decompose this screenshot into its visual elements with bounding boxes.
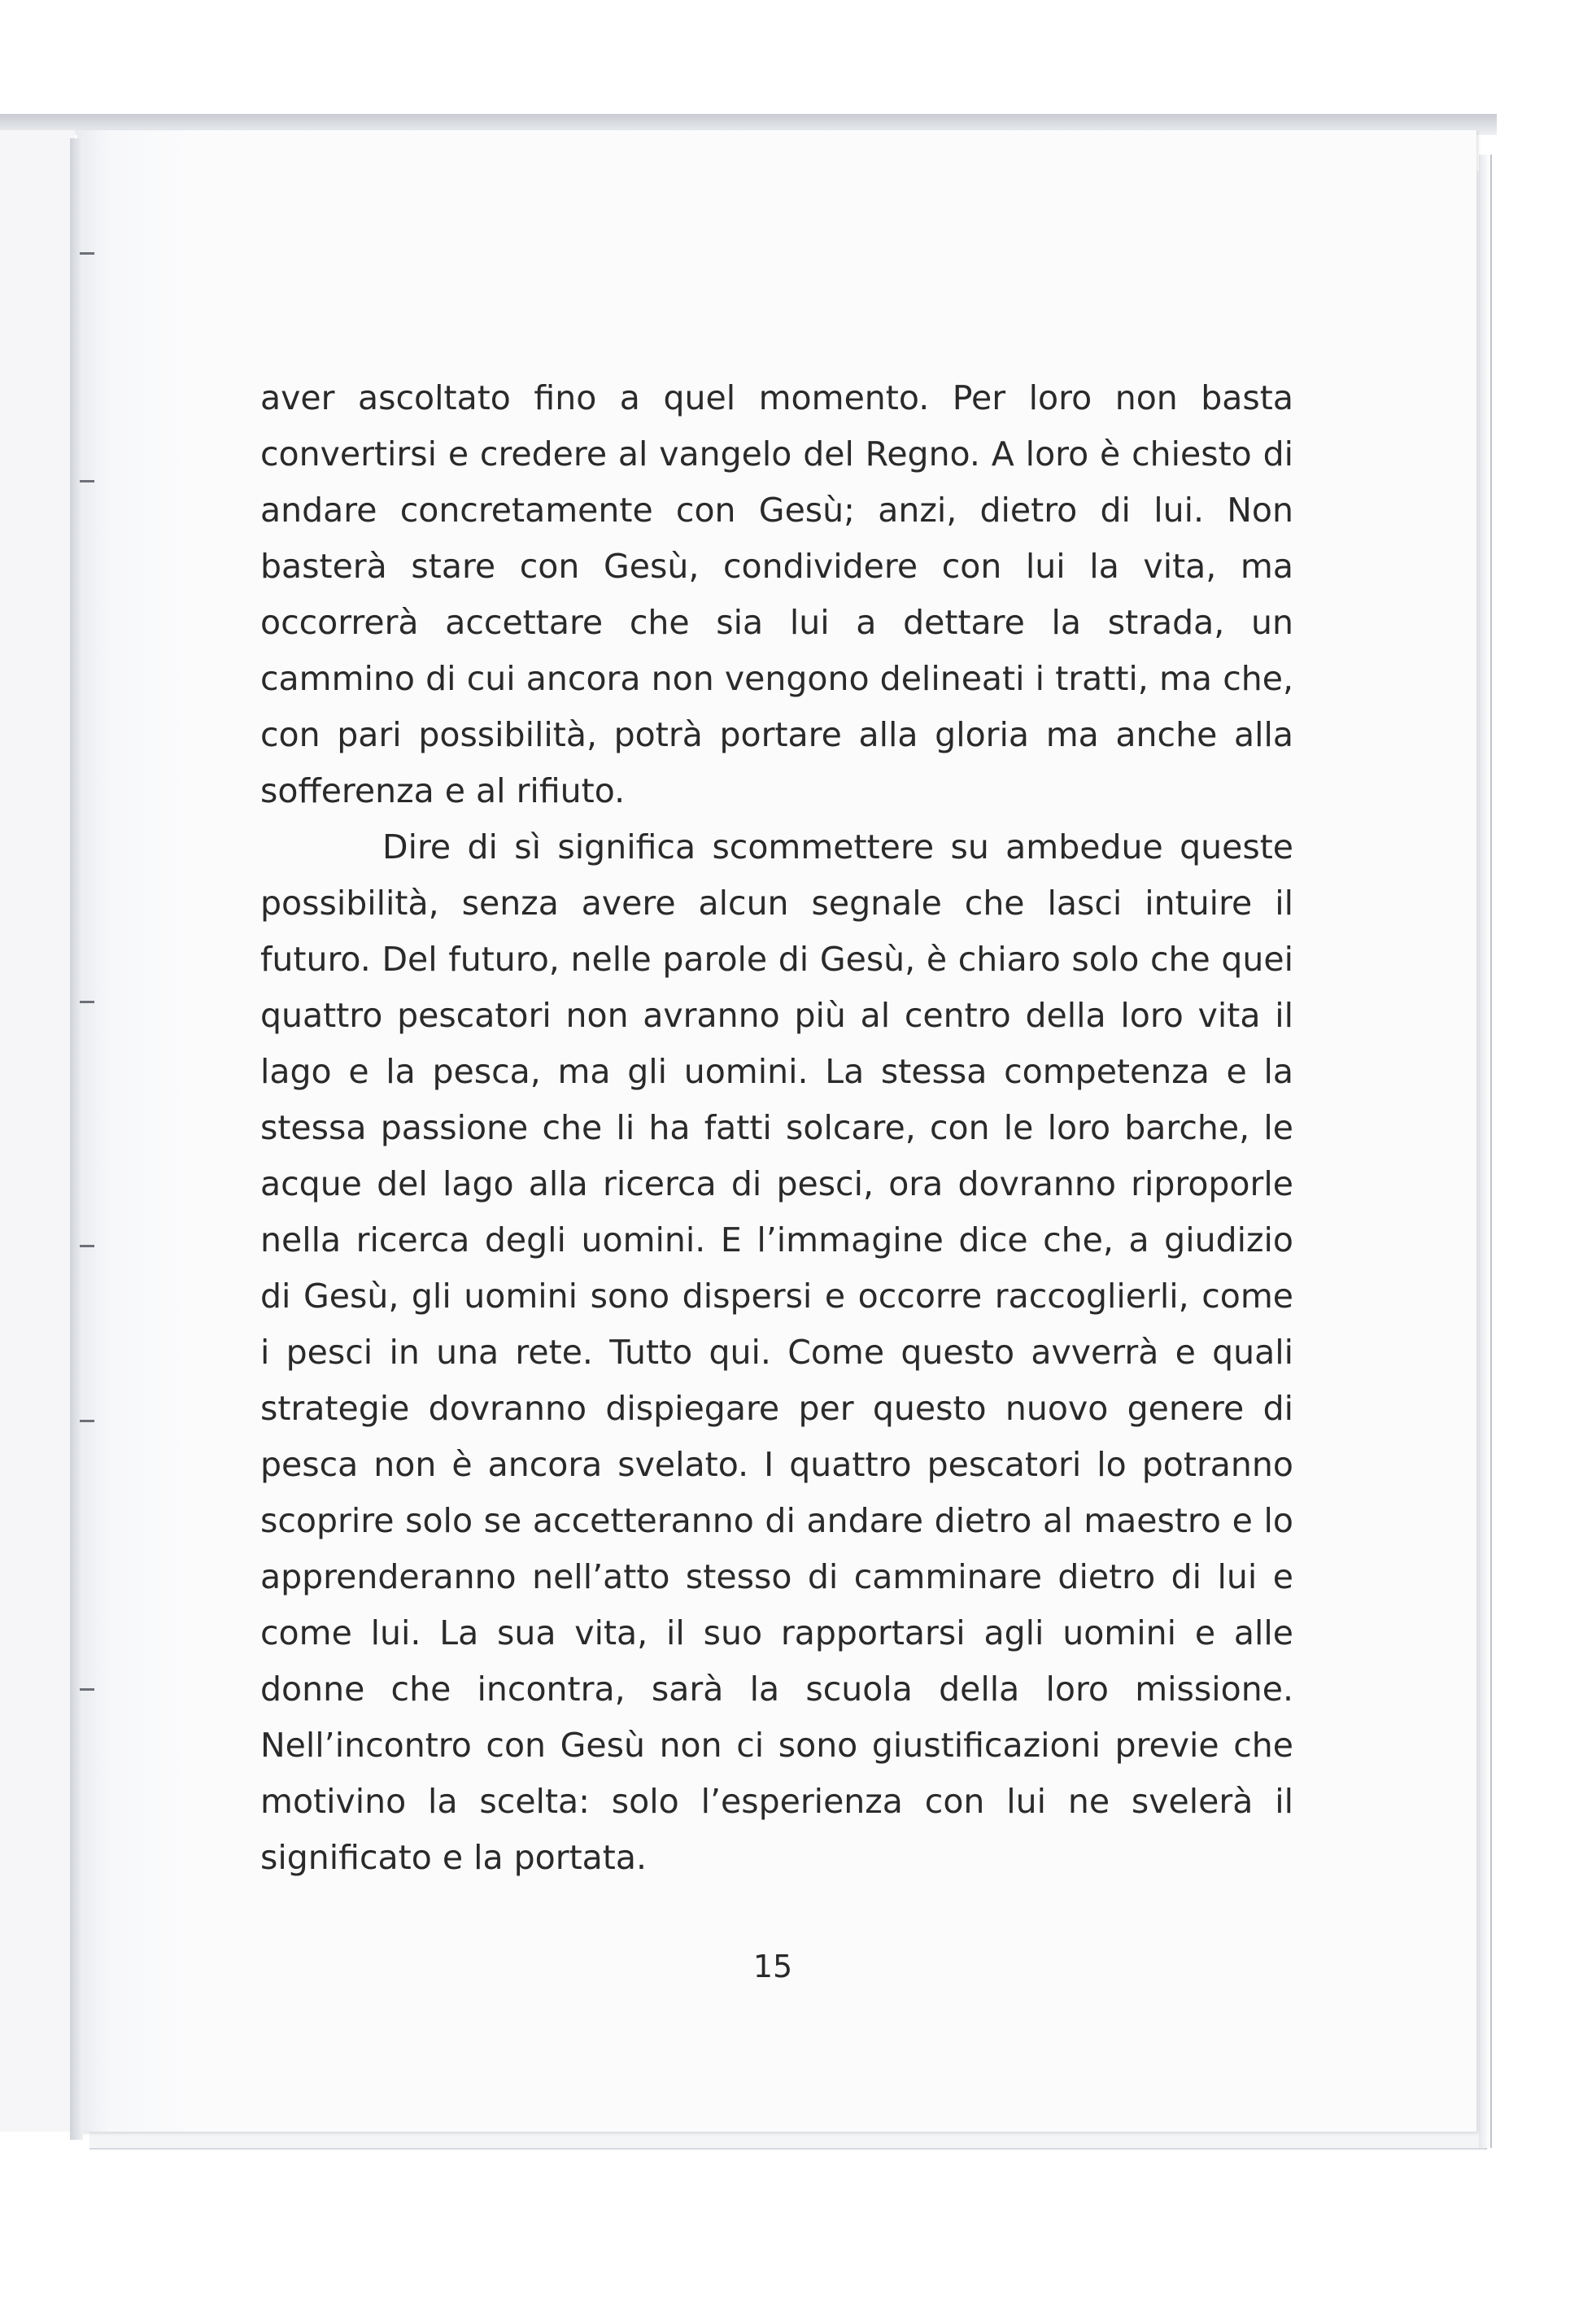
stitch-mark [80, 1420, 94, 1422]
stitch-mark [80, 480, 94, 482]
body-text [260, 370, 1293, 1886]
stitch-mark [80, 252, 94, 255]
page-stack-edge [1479, 155, 1492, 2148]
paragraph: Dire di sì significa scommettere su ambedue queste possibilità, senza avere alcun segnale che lasci intuire il futuro. Del futuro, nelle parole di Gesù, è chiaro solo che quei quattro pescatori non avranno più al centro della loro vita il lago e la pesca, ma gli uomini. La stessa competenza e la stessa passione che li ha fatti solcare, con le loro barche, le acque del lago alla ricerca di pesci, ora dovranno riproporle nella ricerca degli uomini. E l’immagine dice che, a giudizio di Gesù, gli uomini sono dispersi e occorre raccoglierli, come i pesci in una rete. Tutto qui. Come questo avverrà e quali strategie dovranno dispiegare per questo nuovo genere di pesca non è ancora svelato. I quattro pescatori lo potranno scoprire solo se accetteranno di andare dietro al maestro e lo apprenderanno nell’atto stesso di camminare dietro di lui e come lui. La sua vita, il suo rapportarsi agli uomini e alle donne che incontra, sarà la scuola della loro missione. Nell’incontro con Gesù non ci sono giustificazioni previe che motivino la scelta: solo l’esperienza con lui ne svelerà il significato e la portata. [260, 827, 1293, 1877]
stitch-mark [80, 1688, 94, 1691]
paragraph: aver ascoltato fino a quel momento. Per loro non basta convertirsi e credere al vangelo del Regno. A loro è chiesto di andare concretamente con Gesù; anzi, dietro di lui. Non basterà stare con Gesù, condividere con lui la vita, ma occorrerà accettare che sia lui a dettare la strada, un cammino di cui ancora non vengono delineati i tratti, ma che, con pari possibilità, potrà portare alla gloria ma anche alla sofferenza e al rifiuto. [260, 378, 1293, 810]
stitch-mark [80, 1001, 94, 1003]
stitch-mark [80, 1245, 94, 1247]
facing-page-sliver [0, 130, 75, 2132]
page-number: 15 [752, 1949, 793, 1984]
book-spine [70, 138, 83, 2140]
